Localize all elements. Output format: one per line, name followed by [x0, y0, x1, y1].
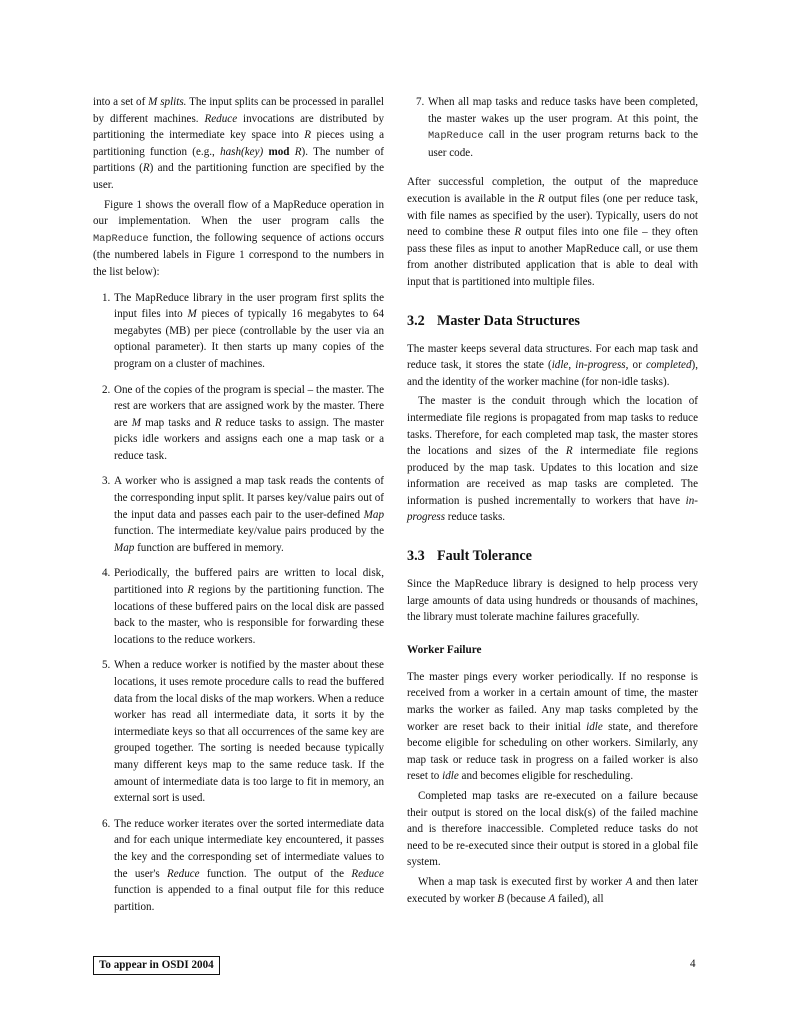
paragraph-master-conduit: The master is the conduit through which the location of intermediate file regions is propagated from map tasks to reduce tasks. Therefore, for each completed map task, the master stores the locations and sizes of the R intermediate file regions produced by the map task. Updates to this location and size information are received as map tasks are completed. The information is pushed incrementally to workers that have in-progress reduce tasks.: [407, 395, 699, 524]
list-item: 4. Periodically, the buffered pairs are written to local disk, partitioned into R regions by the partitioning function. The locations of these buffered pairs on the local disk are passed back to the master, who is responsible for forwarding these locations to the reduce workers.: [102, 567, 384, 646]
paragraph-worker-a-b: When a map task is executed first by worker A and then later executed by worker B (because A failed), all: [407, 875, 698, 905]
list-item: 3. A worker who is assigned a map task reads the contents of the corresponding input split. It parses key/value pairs out of the input data and passes each pair to the user-defined Map function. The intermediate key/value pairs produced by the Map function are buffered in memory.: [102, 475, 384, 554]
paragraph-worker-pings: The master pings every worker periodically. If no response is received from a worker in a certain amount of time, the master marks the worker as failed. Any map tasks completed by the worker are reset back to their initial idle state, and therefore become eligible for scheduling on other workers. Similarly, any map task or reduce task in progress on a failed worker is also reset to idle and becomes eligible for rescheduling.: [407, 670, 698, 783]
paragraph-master-state: The master keeps several data structures. For each map task and reduce task, it stores the state (idle, in-progress, or completed), and the identity of the worker machine (for non-idle tasks).: [407, 342, 698, 388]
execution-steps-list-continued: [407, 94, 698, 161]
section-heading-3-3: 3.3 Fault Tolerance: [407, 548, 532, 565]
list-item: 7. When all map tasks and reduce tasks have been completed, the master wakes up the user program. At this point, the MapReduce call in the user program returns back to the user code.: [416, 96, 698, 159]
section-heading-3-2: 3.2 Master Data Structures: [407, 312, 580, 329]
paragraph-output-files: After successful completion, the output of the mapreduce execution is available in the R output files (one per reduce task, with file names as specified by the user). Typically, users do not need to combine these R output files into one file – they often pass these files as input to another MapReduce call, or use them from another distributed application that is able to deal with input that is partitioned into multiple files.: [407, 176, 698, 288]
paragraph-reexecution: Completed map tasks are re-executed on a failure because their output is stored on the local disk(s) of the failed machine and is therefore inaccessible. Completed reduce tasks do not need to be re-executed since their output is stored in a global file system.: [407, 790, 698, 869]
paragraph-splits: into a set of M splits. The input splits can be processed in parallel by different machines. Reduce invocations are distributed by partitioning the intermediate key space into R pieces using a partitioning function (e.g., hash(key) mod R). The number of partitions (R) and the partitioning function are specified by the user.: [93, 96, 385, 191]
list-item: 6. The reduce worker iterates over the sorted intermediate data and for each unique intermediate key encountered, it passes the key and the corresponding set of intermediate values to the user's Reduce function. The output of the Reduce function is appended to a final output file for this reduce partition.: [102, 817, 384, 913]
left-column: [93, 94, 384, 915]
subheading-worker-failure: Worker Failure: [407, 643, 482, 656]
footer-venue-label: To appear in OSDI 2004: [93, 956, 220, 975]
list-item: 1. The MapReduce library in the user program first splits the input files into M pieces of typically 16 megabytes to 64 megabytes (MB) per piece (controllable by the user via an optional parameter). It then starts up many copies of the program on a cluster of machines.: [102, 291, 385, 370]
right-column: [407, 94, 698, 907]
paragraph-fault-tolerance: Since the MapReduce library is designed to help process very large amounts of data using hundreds or thousands of machines, the library must tolerate machine failures gracefully.: [407, 578, 698, 624]
list-item: 2. One of the copies of the program is special – the master. The rest are workers that are assigned work by the master. There are M map tasks and R reduce tasks to assign. The master picks idle workers and assigns each one a map task or a reduce task.: [102, 383, 384, 462]
page-number: 4: [690, 958, 696, 970]
execution-steps-list: [93, 290, 384, 916]
paragraph-overall-flow: Figure 1 shows the overall flow of a MapReduce operation in our implementation. When the user program calls the MapReduce function, the following sequence of actions occurs (the numbered labels in Figure 1 correspond to the numbers in the list below):: [93, 198, 384, 278]
list-item: 5. When a reduce worker is notified by the master about these locations, it uses remote procedure calls to read the buffered data from the local disks of the map workers. When a reduce worker has read all intermediate data, it sorts it by the intermediate keys so that all occurrences of the same key are grouped together. The sorting is needed because typically many different keys map to the same reduce task. If the amount of intermediate data is too large to fit in memory, an external sort is used.: [102, 659, 384, 805]
